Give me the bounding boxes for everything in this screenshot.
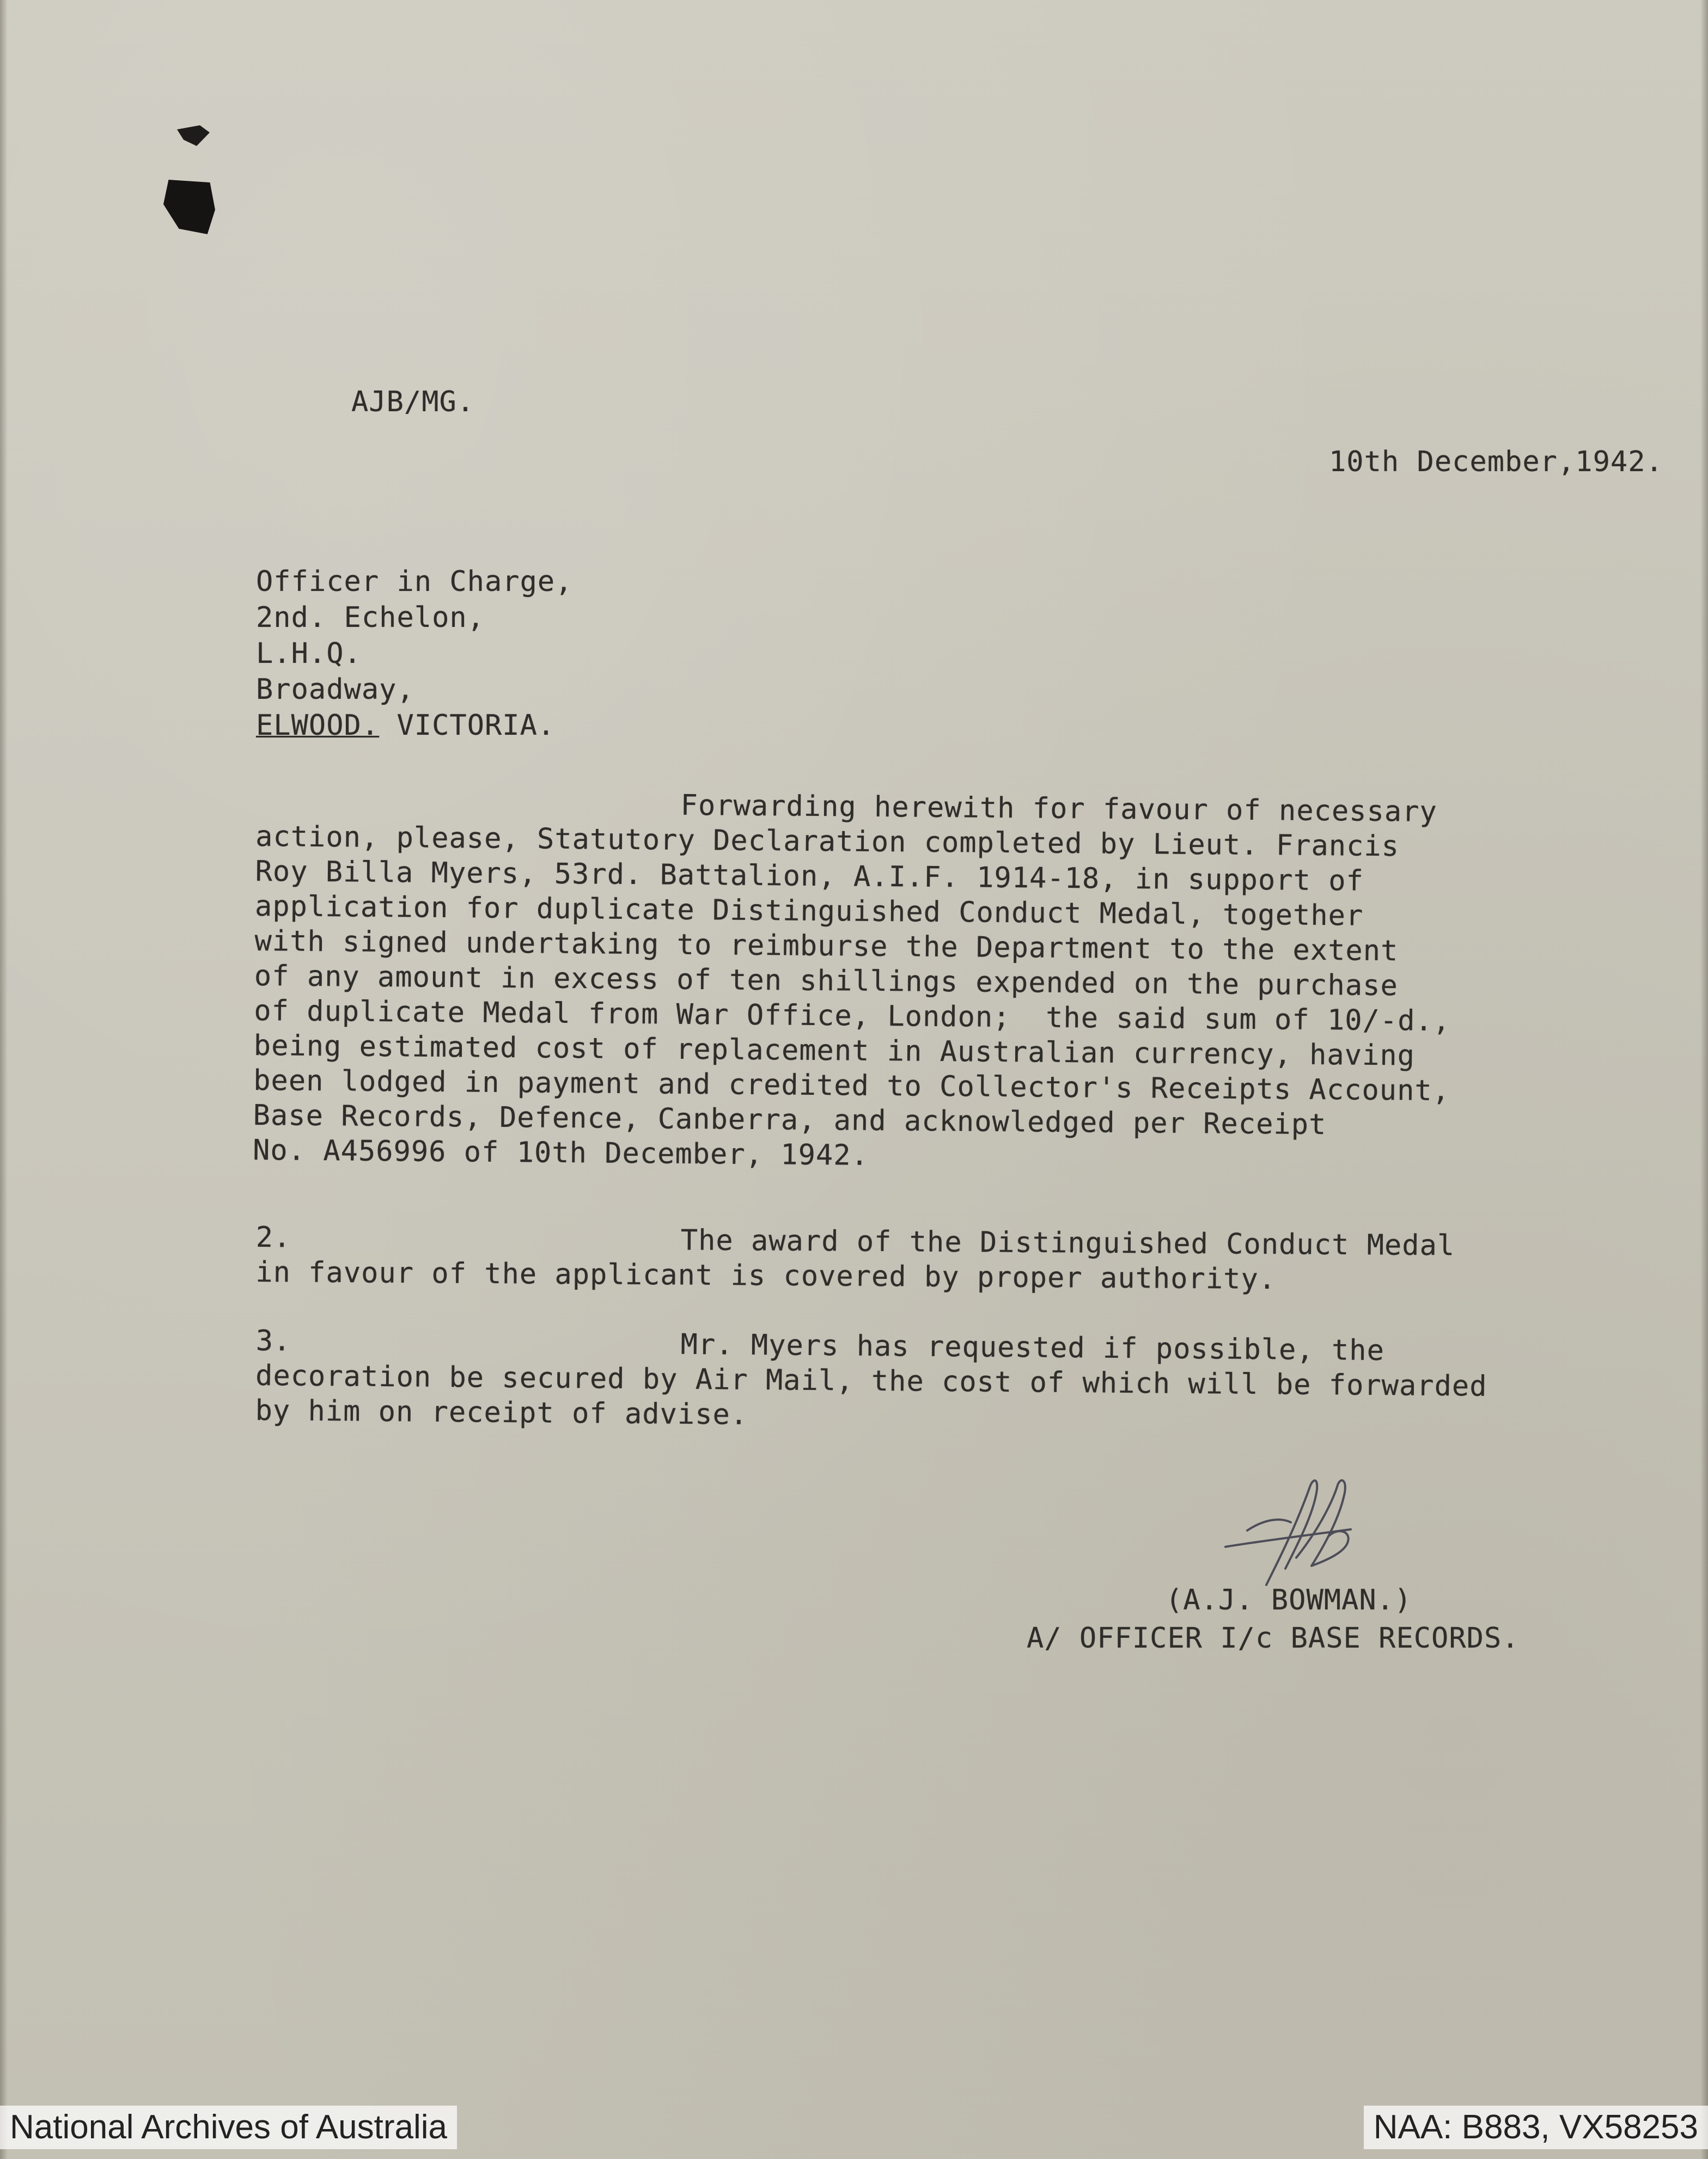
page-edge-right: [1700, 0, 1708, 2159]
address-city: ELWOOD.: [256, 709, 380, 742]
paragraph-line: of any amount in excess of ten shillings expended on the purchase: [254, 959, 1399, 1003]
paragraph-number: 3.: [255, 1325, 291, 1358]
signatory-title: A/ OFFICER I/c BASE RECORDS.: [1027, 1622, 1520, 1655]
paragraph-line: Mr. Myers has requested if possible, the: [680, 1328, 1385, 1368]
paragraph-line: action, please, Statutory Declaration completed by Lieut. Francis: [255, 820, 1400, 863]
paragraph-line: No. A456996 of 10th December, 1942.: [252, 1133, 869, 1172]
paragraph-line: with signed undertaking to reimburse the Department to the extent: [254, 924, 1399, 968]
paragraph-line: application for duplicate Distinguished Conduct Medal, together: [254, 889, 1364, 932]
paragraph-3: [255, 1324, 1487, 1439]
paragraph-number: 2.: [255, 1221, 291, 1254]
address-line: Officer in Charge,: [256, 565, 573, 598]
archive-name: National Archives of Australia: [0, 2106, 457, 2149]
paragraph-line: being estimated cost of replacement in Australian currency, having: [253, 1029, 1416, 1072]
paragraph-2: [255, 1220, 1487, 1298]
paragraph-line: in favour of the applicant is covered by proper authority.: [255, 1255, 1277, 1296]
address-line: L.H.Q.: [256, 637, 362, 670]
paragraph-1: [253, 784, 1487, 1179]
address-city-line: [256, 708, 573, 743]
paragraph-line: been lodged in payment and credited to Collector's Receipts Account,: [253, 1064, 1450, 1108]
letter-date: 10th December,1942.: [1329, 446, 1663, 478]
address-line: 2nd. Echelon,: [256, 601, 485, 634]
archive-reference: NAA: B883, VX58253: [1364, 2106, 1708, 2149]
paragraph-line: of duplicate Medal from War Office, London; the said sum of 10/-d.,: [254, 994, 1451, 1038]
address-state: VICTORIA.: [379, 709, 556, 742]
signatory-name: (A.J. BOWMAN.): [1166, 1584, 1412, 1617]
paragraph-line: Forwarding herewith for favour of necessary: [680, 789, 1438, 828]
paragraph-line: The award of the Distinguished Conduct Medal: [680, 1224, 1455, 1263]
paragraph-line: Roy Billa Myers, 53rd. Battalion, A.I.F. 1914-18, in support of: [255, 855, 1364, 898]
recipient-address: [256, 564, 573, 743]
torn-paper-mark: [163, 180, 215, 234]
address-line: Broadway,: [256, 673, 414, 706]
paragraph-line: by him on receipt of advise.: [255, 1394, 748, 1431]
punch-hole-mark: [177, 125, 210, 146]
page-edge-left: [0, 0, 8, 2159]
paragraph-line: Base Records, Defence, Canberra, and acknowledged per Receipt: [253, 1099, 1327, 1142]
reference-code: AJB/MG.: [351, 386, 475, 418]
paragraph-line: decoration be secured by Air Mail, the cost of which will be forwarded: [255, 1359, 1487, 1403]
